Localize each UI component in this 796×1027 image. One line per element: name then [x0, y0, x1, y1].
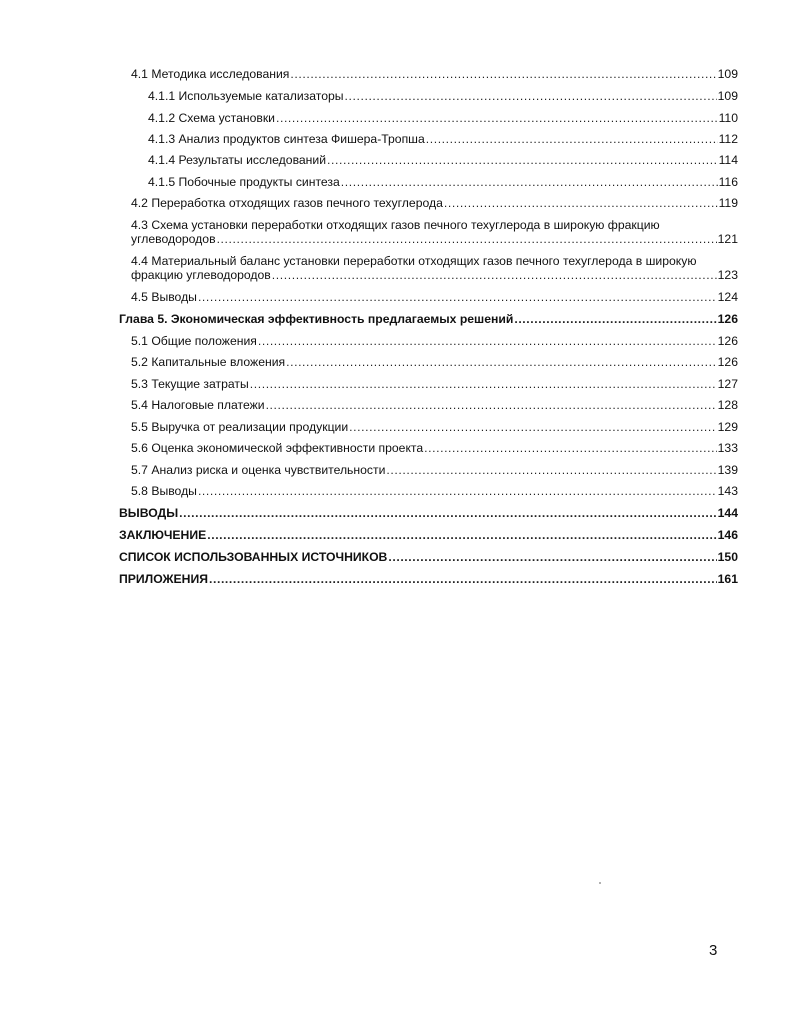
toc-entry-label: ВЫВОДЫ — [119, 506, 179, 520]
toc-entry — [131, 196, 738, 210]
toc-entry-page: 150 — [717, 550, 738, 564]
toc-entry — [131, 290, 738, 304]
toc-leader-dots — [349, 420, 716, 434]
toc-chapter-entry — [119, 312, 738, 326]
toc-entry-page: 121 — [717, 232, 738, 246]
toc-leader-dots — [341, 175, 718, 189]
toc-leader-dots — [209, 572, 717, 586]
toc-entry-page: 161 — [717, 572, 738, 586]
toc-entry-page: 114 — [718, 153, 738, 167]
toc-leader-dots — [386, 463, 716, 477]
toc-entry-page: 109 — [717, 67, 738, 81]
toc-entry-label: 4.1.2 Схема установки — [148, 111, 275, 125]
toc-entry-label-first-line: 4.3 Схема установки переработки отходящих газов печного техуглерода в широкую фракцию — [131, 218, 660, 232]
toc-entry-page: 133 — [717, 441, 738, 455]
toc-entry-label: ПРИЛОЖЕНИЯ — [119, 572, 208, 586]
toc-entry-label: 5.5 Выручка от реализации продукции — [131, 420, 349, 434]
toc-entry-label: Глава 5. Экономическая эффективность предлагаемых решений — [119, 312, 514, 326]
toc-entry — [148, 132, 738, 146]
toc-entry-label-first-line: 4.4 Материальный баланс установки переработки отходящих газов печного техуглерода в широкую — [131, 254, 697, 268]
toc-entry-label: 4.1.5 Побочные продукты синтеза — [148, 175, 340, 189]
toc-entry-label: СПИСОК ИСПОЛЬЗОВАННЫХ ИСТОЧНИКОВ — [119, 550, 388, 564]
toc-entry-page: 123 — [717, 268, 738, 282]
toc-entry-page: 129 — [717, 420, 738, 434]
toc-leader-dots — [444, 196, 718, 210]
toc-entry — [131, 420, 738, 434]
toc-entry-page: 127 — [717, 377, 738, 391]
toc-entry-page: 119 — [718, 196, 738, 210]
toc-entry-label: 5.3 Текущие затраты — [131, 377, 249, 391]
toc-leader-dots — [276, 111, 718, 125]
toc-entry — [148, 111, 738, 125]
toc-leader-dots — [290, 67, 716, 81]
toc-entry-label: 4.1.1 Используемые катализаторы — [148, 89, 344, 103]
toc-entry-page: 139 — [717, 463, 738, 477]
toc-entry — [131, 484, 738, 498]
toc-leader-dots — [250, 377, 717, 391]
toc-leader-dots — [388, 550, 716, 564]
toc-leader-dots — [272, 268, 717, 282]
toc-entry-page: 126 — [717, 334, 738, 348]
toc-entry-label: 5.1 Общие положения — [131, 334, 257, 348]
toc-entry-page: 146 — [717, 528, 738, 542]
toc-leader-dots — [207, 528, 716, 542]
toc-entry-label: 4.5 Выводы — [131, 290, 197, 304]
toc-entry-label: ЗАКЛЮЧЕНИЕ — [119, 528, 207, 542]
toc-leader-dots — [327, 153, 718, 167]
page-number: 3 — [709, 942, 718, 959]
toc-entry-page: 124 — [717, 290, 738, 304]
toc-entry-label: 4.2 Переработка отходящих газов печного техуглерода — [131, 196, 443, 210]
toc-entry-multiline — [131, 254, 738, 282]
toc-entry-page: 110 — [718, 111, 738, 125]
toc-leader-dots — [179, 506, 716, 520]
toc-leader-dots — [426, 132, 718, 146]
toc-entry-label: 5.2 Капитальные вложения — [131, 355, 286, 369]
toc-leader-dots — [198, 290, 717, 304]
toc-leader-dots — [198, 484, 717, 498]
toc-leader-dots — [286, 355, 717, 369]
toc-entry-page: 112 — [718, 132, 738, 146]
toc-entry-label: 5.6 Оценка экономической эффективности проекта — [131, 441, 424, 455]
toc-entry-label: 4.1.3 Анализ продуктов синтеза Фишера-Тропша — [148, 132, 425, 146]
toc-entry-page: 126 — [717, 312, 738, 326]
toc-entry — [131, 67, 738, 81]
toc-section-entry — [119, 572, 738, 586]
toc-entry — [131, 441, 738, 455]
toc-leader-dots — [514, 312, 716, 326]
toc-entry-page: 109 — [717, 89, 738, 103]
toc-entry-multiline — [131, 218, 738, 246]
toc-section-entry — [119, 506, 738, 520]
toc-entry — [131, 463, 738, 477]
toc-section-entry — [119, 528, 738, 542]
toc-entry-page: 116 — [718, 175, 738, 189]
toc-entry-page: 128 — [717, 398, 738, 412]
toc-entry-page: 144 — [717, 506, 738, 520]
toc-entry — [131, 398, 738, 412]
toc-entry-page: 143 — [717, 484, 738, 498]
toc-entry-label: 4.1.4 Результаты исследований — [148, 153, 327, 167]
toc-leader-dots — [258, 334, 717, 348]
toc-leader-dots — [345, 89, 717, 103]
toc-leader-dots — [424, 441, 717, 455]
toc-entry-label: 5.8 Выводы — [131, 484, 197, 498]
toc-entry-page: 126 — [717, 355, 738, 369]
toc-leader-dots — [217, 232, 717, 246]
toc-entry-label: 5.7 Анализ риска и оценка чувствительности — [131, 463, 386, 477]
toc-entry-label: углеводородов — [131, 232, 216, 246]
toc-entry — [131, 355, 738, 369]
toc-entry — [148, 89, 738, 103]
toc-entry-label: 5.4 Налоговые платежи — [131, 398, 265, 412]
toc-entry-label: 4.1 Методика исследования — [131, 67, 290, 81]
toc-leader-dots — [266, 398, 717, 412]
toc-entry-label: фракцию углеводородов — [131, 268, 271, 282]
scan-speck — [599, 882, 601, 884]
toc-entry — [131, 334, 738, 348]
toc-entry — [148, 175, 738, 189]
toc-entry — [131, 377, 738, 391]
toc-entry — [148, 153, 738, 167]
toc-section-entry — [119, 550, 738, 564]
